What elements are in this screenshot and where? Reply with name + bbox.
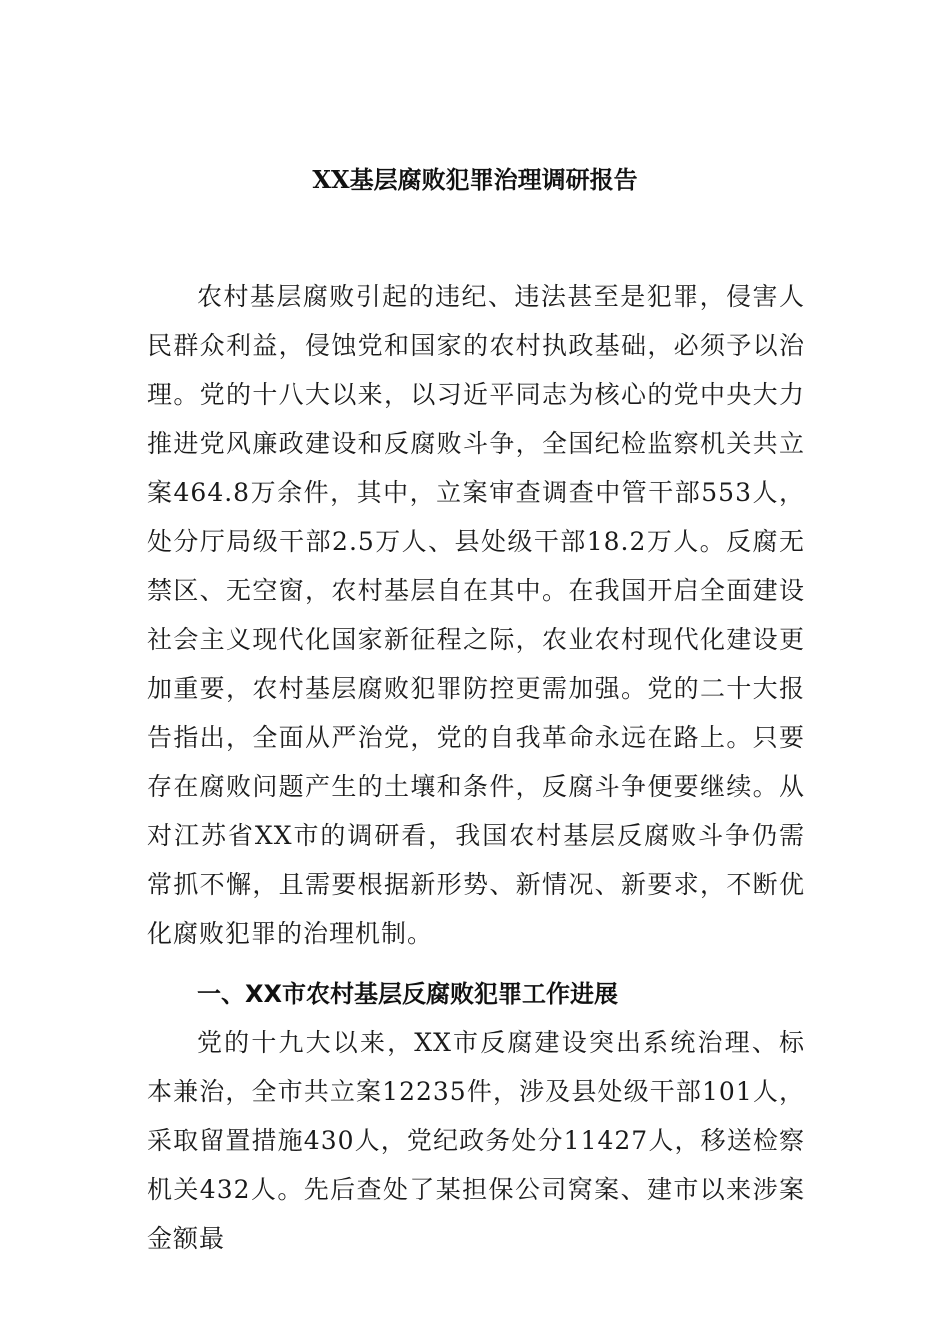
paragraph-intro: 农村基层腐败引起的违纪、违法甚至是犯罪，侵害人民群众利益，侵蚀党和国家的农村执政基础，必须予以治理。党的十八大以来，以习近平同志为核心的党中央大力推进党风廉政建设和反腐败斗争，全国纪检监察机关共立案464.8万余件，其中，立案审查调查中管干部553人，处分厅局级干部2.5万人、县处级干部18.2万人。反腐无禁区、无空窗，农村基层自在其中。在我国开启全面建设社会主义现代化国家新征程之际，农业农村现代化建设更加重要，农村基层腐败犯罪防控更需加强。党的二十大报告指出，全面从严治党，党的自我革命永远在路上。只要存在腐败问题产生的土壤和条件，反腐斗争便要继续。从对江苏省XX市的调研看，我国农村基层反腐败斗争仍需常抓不懈，且需要根据新形势、新情况、新要求，不断优化腐败犯罪的治理机制。 (147, 282, 805, 948)
paragraph-section-1: 党的十九大以来，XX市反腐建设突出系统治理、标本兼治，全市共立案12235件，涉及县处级干部101人，采取留置措施430人，党纪政务处分11427人，移送检察机关432人。先后查处了某担保公司窝案、建市以来涉案金额最 (147, 1028, 805, 1253)
document-title: XX基层腐败犯罪治理调研报告 (312, 165, 638, 194)
section-heading-1: 一、XX市农村基层反腐败犯罪工作进展 (197, 980, 619, 1008)
